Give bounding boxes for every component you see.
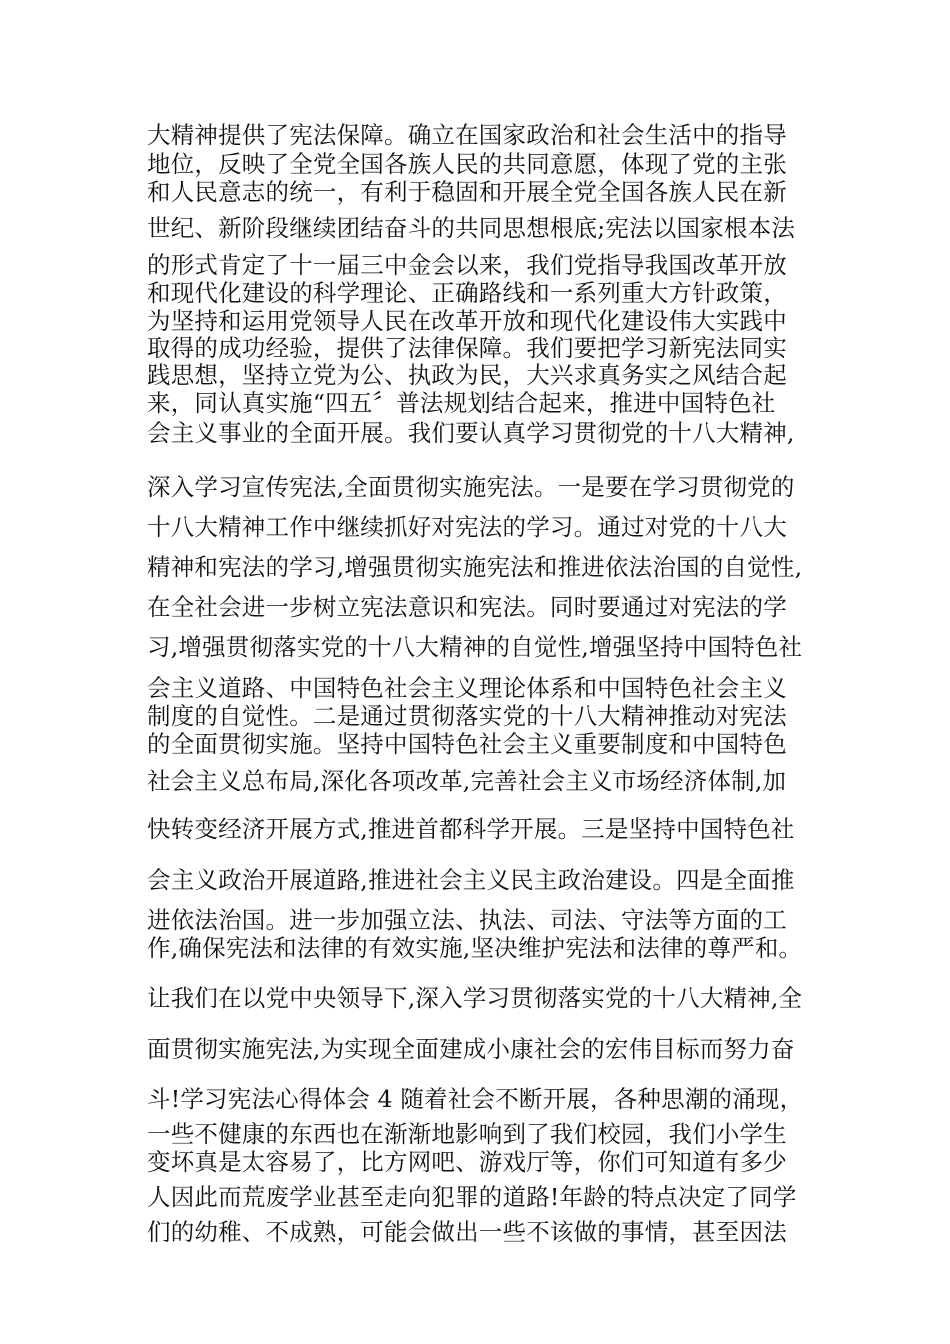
- text-line: 作,确保宪法和法律的有效实施,坚决维护宪法和法律的尊严和。: [147, 934, 803, 962]
- text-line: 来，同认真实施“四五〞普法规划结合起来，推进中国特色社: [147, 389, 776, 417]
- text-line: 一些不健康的东西也在渐渐地影响到了我们校园，我们小学生: [147, 1120, 787, 1148]
- text-line: 会主义事业的全面开展。我们要认真学习贯彻党的十八大精神,: [147, 419, 795, 447]
- text-line: 制度的自觉性。二是通过贯彻落实党的十八大精神推动对宪法: [147, 702, 787, 730]
- text-line: 快转变经济开展方式,推进首都科学开展。三是坚持中国特色社: [147, 815, 795, 843]
- text-line: 深入学习宣传宪法,全面贯彻实施宪法。一是要在学习贯彻党的: [147, 473, 795, 501]
- text-line: 会主义道路、中国特色社会主义理论体系和中国特色社会主义: [147, 674, 787, 702]
- text-line: 地位，反映了全党全国各族人民的共同意愿，体现了党的主张: [147, 150, 787, 178]
- text-line: 习,增强贯彻落实党的十八大精神的自觉性,增强坚持中国特色社: [147, 633, 803, 661]
- text-line: 精神和宪法的学习,增强贯彻实施宪法和推进依法治国的自觉性,: [147, 553, 803, 581]
- text-line: 世纪、新阶段继续团结奋斗的共同思想根底;宪法以国家根本法: [147, 214, 796, 242]
- text-line: 社会主义总布局,深化各项改革,完善社会主义市场经济体制,加: [147, 767, 787, 795]
- text-line: 大精神提供了宪法保障。确立在国家政治和社会生活中的指导: [147, 121, 787, 149]
- text-line: 们的幼稚、不成熟，可能会做出一些不该做的事情，甚至因法: [147, 1218, 787, 1246]
- text-line: 和人民意志的统一，有利于稳固和开展全党全国各族人民在新: [147, 178, 787, 206]
- text-line: 斗!学习宪法心得体会 4 随着社会不断开展，各种思潮的涌现，: [147, 1085, 804, 1113]
- text-line: 进依法治国。进一步加强立法、执法、司法、守法等方面的工: [147, 906, 787, 934]
- text-line: 和现代化建设的科学理论、正确路线和一系列重大方针政策，: [147, 279, 787, 307]
- text-line: 取得的成功经验，提供了法律保障。我们要把学习新宪法同实: [147, 334, 787, 362]
- text-line: 在全社会进一步树立宪法意识和宪法。同时要通过对宪法的学: [147, 593, 787, 621]
- text-line: 让我们在以党中央领导下,深入学习贯彻落实党的十八大精神,全: [147, 984, 803, 1012]
- text-line: 会主义政治开展道路,推进社会主义民主政治建设。四是全面推: [147, 866, 795, 894]
- text-line: 为坚持和运用党领导人民在改革开放和现代化建设伟大实践中: [147, 307, 787, 335]
- text-line: 变坏真是太容易了，比方网吧、游戏厅等，你们可知道有多少: [147, 1148, 787, 1176]
- text-line: 面贯彻实施宪法,为实现全面建成小康社会的宏伟目标而努力奋: [147, 1035, 795, 1063]
- text-line: 人因此而荒废学业甚至走向犯罪的道路!年龄的特点决定了同学: [147, 1183, 797, 1211]
- text-line: 十八大精神工作中继续抓好对宪法的学习。通过对党的十八大: [147, 513, 787, 541]
- text-line: 践思想，坚持立党为公、执政为民，大兴求真务实之风结合起: [147, 361, 787, 389]
- text-line: 的全面贯彻实施。坚持中国特色社会主义重要制度和中国特色: [147, 730, 787, 758]
- text-line: 的形式肯定了十一届三中金会以来，我们党指导我国改革开放: [147, 251, 787, 279]
